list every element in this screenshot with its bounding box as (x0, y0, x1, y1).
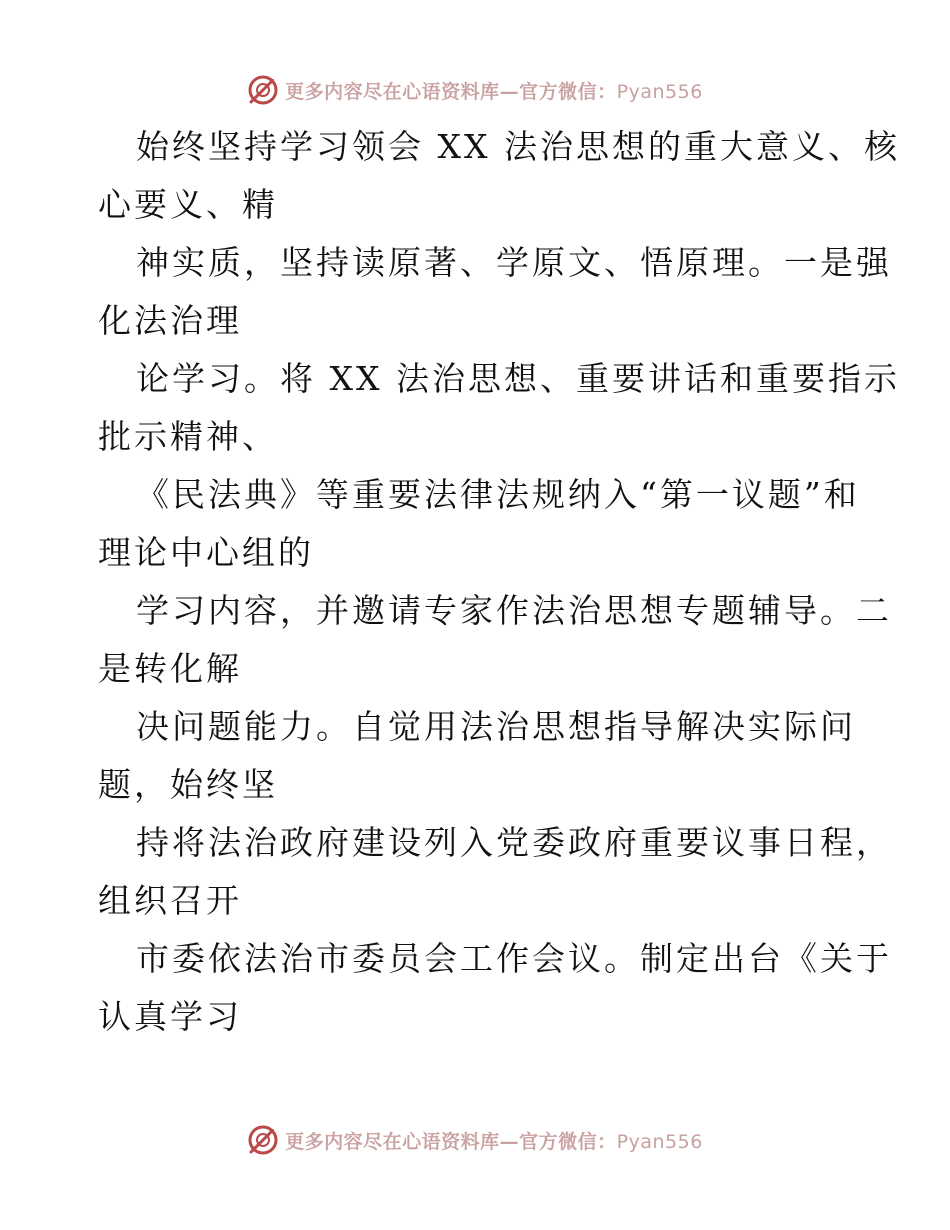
text-line: 论学习。将 XX 法治思想、重要讲话和重要指示 (136, 359, 900, 398)
watermark-id: Pyan556 (616, 80, 703, 103)
logo-icon (247, 1124, 279, 1156)
watermark-text (285, 1127, 703, 1154)
text-line: 神实质，坚持读原著、学原文、悟原理。一是强 (136, 243, 892, 282)
text-line: 题，始终坚 (98, 765, 278, 804)
watermark-label: 更多内容尽在心语资料库—官方微信： (285, 80, 617, 103)
footer-watermark (0, 1122, 950, 1158)
watermark-id: Pyan556 (616, 1130, 703, 1153)
text-line: 理论中心组的 (98, 533, 314, 572)
text-line: 认真学习 (98, 997, 242, 1036)
document-body (98, 118, 900, 1046)
logo-icon (247, 74, 279, 106)
header-watermark (0, 72, 950, 108)
text-line: 市委依法治市委员会工作会议。制定出台《关于 (136, 939, 892, 978)
text-line: 化法治理 (98, 301, 242, 340)
text-line: 批示精神、 (98, 417, 278, 456)
text-line: 持将法治政府建设列入党委政府重要议事日程， (136, 823, 892, 862)
text-line: 学习内容，并邀请专家作法治思想专题辅导。二 (136, 591, 892, 630)
watermark-text (285, 77, 703, 104)
text-line: 是转化解 (98, 649, 242, 688)
text-line: 心要义、精 (98, 185, 278, 224)
text-line: 决问题能力。自觉用法治思想指导解决实际问 (136, 707, 856, 746)
text-line: 组织召开 (98, 881, 242, 920)
text-line: 《民法典》等重要法律法规纳入“第一议题”和 (136, 475, 860, 514)
watermark-label: 更多内容尽在心语资料库—官方微信： (285, 1130, 617, 1153)
text-line: 始终坚持学习领会 XX 法治思想的重大意义、核 (136, 127, 900, 166)
